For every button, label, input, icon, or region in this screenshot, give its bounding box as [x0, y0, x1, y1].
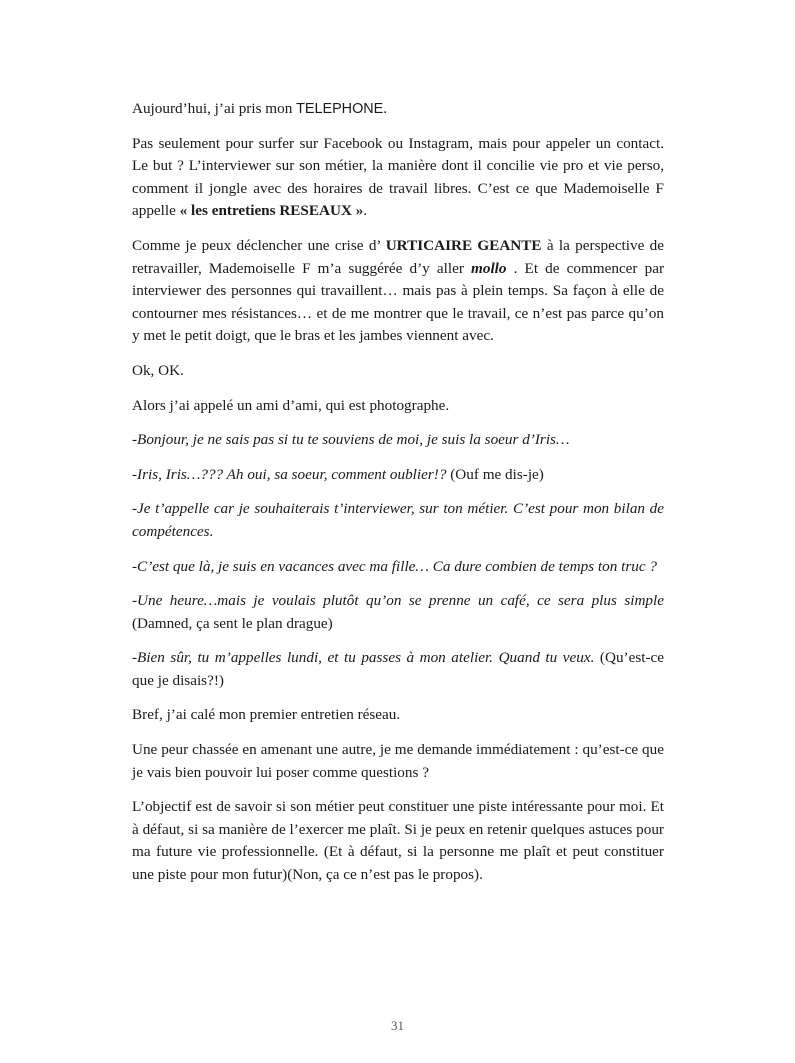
paragraph-5: Alors j’ai appelé un ami d’ami, qui est photographe. [132, 396, 450, 414]
paragraph-14: L’objectif est de savoir si son métier peut constituer une piste intéressante pour moi. Et à défaut, si sa manière de l’exercer me plaît. Si je peux en retenir quelques astuces pour ma future vie professionnelle. (Et à défaut, si la personne me plaît et peut constituer une piste pour mon futur)(Non, ça ce n’est pas le propos). [132, 798, 664, 884]
paragraph-2 [132, 133, 664, 223]
paragraph-3-text-start: Comme je peux déclencher une crise d’ [132, 236, 386, 254]
dialogue-line-5 [132, 590, 664, 635]
paragraph-2-end: . [363, 202, 368, 220]
page-number: 31 [391, 1018, 404, 1033]
paragraph-3-text-middle: à la perspective de retravailler, Mademoiselle F m’a suggérée d’y aller [132, 236, 664, 277]
paragraph-13: Une peur chassée en amenant une autre, je me demande immédiatement : qu’est-ce que je vais bien pouvoir lui poser comme questions ? [132, 741, 664, 781]
paragraph-1-text: Aujourd’hui, j’ai pris mon [132, 100, 297, 117]
urticaire-geante-phrase: URTICAIRE GEANTE [385, 236, 542, 254]
dialogue-line-3: -Je t’appelle car je souhaiterais t’interviewer, sur ton métier. C’est pour mon bilan de compétences. [132, 500, 664, 540]
dialogue-line-6 [132, 647, 664, 692]
dialogue-line-5-speech: -Une heure…mais je voulais plutôt qu’on se prenne un café, ce sera plus simple [132, 592, 664, 610]
dialogue-line-2-speech: -Iris, Iris…??? Ah oui, sa soeur, comment oublier!? [132, 465, 447, 483]
dialogue-line-4: -C’est que là, je suis en vacances avec ma fille… Ca dure combien de temps ton truc ? [132, 557, 657, 575]
entretiens-reseaux-phrase: « les entretiens RESEAUX » [179, 202, 364, 220]
dialogue-line-5-aside: (Damned, ça sent le plan drague) [132, 614, 333, 632]
paragraph-1-end: . [383, 100, 388, 117]
dialogue-line-1: -Bonjour, je ne sais pas si tu te souviens de moi, je suis la soeur d’Iris… [132, 431, 570, 449]
telephone-word: TELEPHONE [296, 101, 384, 117]
paragraph-4: Ok, OK. [132, 361, 184, 379]
paragraph-1 [132, 98, 664, 121]
paragraph-12: Bref, j’ai calé mon premier entretien réseau. [132, 706, 401, 724]
dialogue-line-6-speech: -Bien sûr, tu m’appelles lundi, et tu passes à mon atelier. Quand tu veux. [132, 649, 595, 667]
mollo-word: mollo [471, 259, 507, 277]
dialogue-line-2-aside: (Ouf me dis-je) [446, 465, 544, 483]
paragraph-3-text-end: . Et de commencer par interviewer des personnes qui travaillent… mais pas à plein temps. Sa façon à elle de contourner mes résistances… et de me montrer que le travail, ce n’est pas parce qu’on y met le petit doigt, que le bras et les jambes viennent avec. [132, 259, 665, 345]
paragraph-3 [132, 235, 664, 348]
document-body [132, 98, 664, 899]
dialogue-line-2 [132, 464, 664, 487]
paragraph-2-text: Pas seulement pour surfer sur Facebook ou Instagram, mais pour appeler un contact. Le but ? L’interviewer sur son métier, la manière dont il concilie vie pro et vie perso, comment il jongle avec des horaires de travail libres. C’est ce que Mademoiselle F appelle [132, 134, 664, 220]
dialogue-line-6-aside: (Qu’est-ce que je disais?!) [132, 649, 665, 689]
